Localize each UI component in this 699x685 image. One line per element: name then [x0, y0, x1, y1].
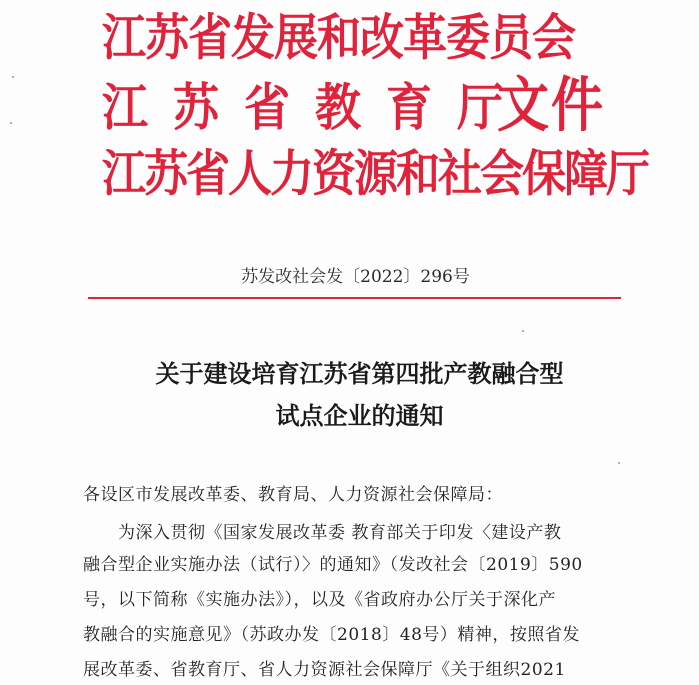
scan-speck	[10, 122, 12, 124]
body-line: 展改革委、省教育厅、省人力资源社会保障厅《关于组织2021	[83, 660, 566, 680]
body-line: 教融合的实施意见》（苏政办发〔2018〕48号）精神，按照省发	[83, 625, 580, 645]
issuer-line-2: 江苏省教育厅	[102, 77, 528, 137]
issuer-line-3: 江苏省人力资源和社会保障厅	[102, 145, 648, 203]
document-type-label: 文件	[497, 71, 606, 141]
scan-speck	[522, 330, 524, 332]
issuer-line-1: 江苏省发展和改革委员会	[102, 9, 575, 67]
addressee-line: 各设区市发展改革委、教育局、人力资源社会保障局：	[83, 485, 503, 505]
body-line: 为深入贯彻《国家发展改革委 教育部关于印发〈建设产教	[118, 523, 562, 543]
red-divider	[88, 297, 621, 299]
body-line: 融合型企业实施办法（试行）〉的通知》（发改社会〔2019〕590	[83, 555, 583, 575]
body-line: 号，以下简称《实施办法》），以及《省政府办公厅关于深化产	[83, 590, 556, 610]
document-title-line-2: 试点企业的通知	[275, 402, 444, 430]
document-title-line-1: 关于建设培育江苏省第四批产教融合型	[155, 360, 564, 388]
scan-speck	[618, 462, 620, 464]
scan-speck	[12, 76, 14, 78]
document-number: 苏发改社会发〔2022〕296号	[241, 267, 470, 287]
